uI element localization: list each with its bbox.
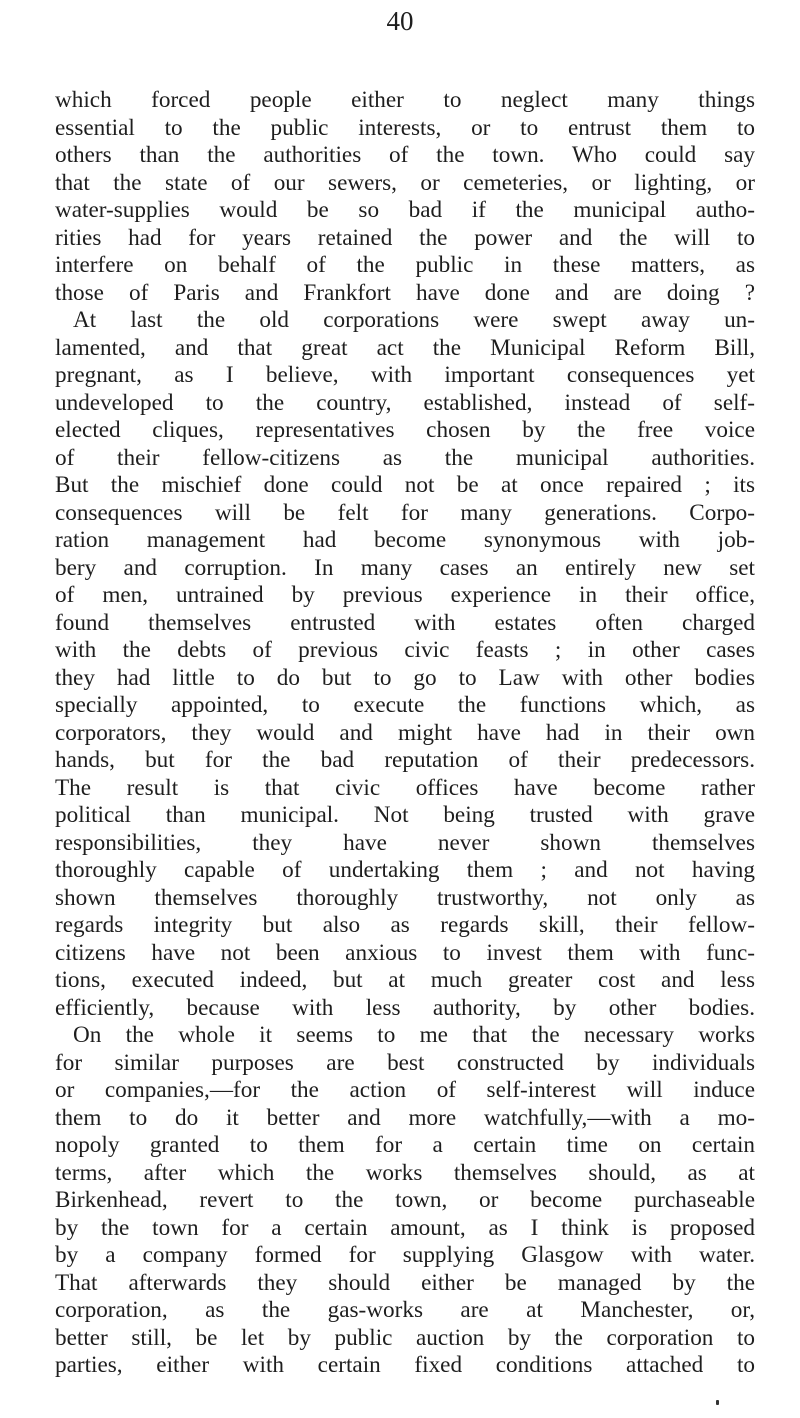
text-line: those of Paris and Frankfort have done and are doing ? [55,279,755,306]
text-line: nopoly granted to them for a certain time on certain [55,1132,755,1158]
text-line: which forced people either to neglect many things [55,87,755,113]
text-line: The result is that civic offices have become rather [55,774,755,801]
text-line: of their fellow-citizens as the municipal authorities. [55,444,755,471]
text-line: regards integrity but also as regards skill, their fellow- [55,912,755,938]
text-line: specially appointed, to execute the functions which, as [55,692,755,718]
text-line: That afterwards they should either be managed by the [55,1269,755,1296]
text-line: citizens have not been anxious to invest them with func- [55,939,755,966]
text-line: ration management had become synonymous with job- [55,527,755,553]
text-line: shown themselves thoroughly trustworthy, not only as [55,884,755,911]
text-line: corporation, as the gas-works are at Manchester, or, [55,1297,755,1323]
text-line: or companies,—for the action of self-interest will induce [55,1077,755,1103]
text-line: with the debts of previous civic feasts ; in other cases [55,637,755,663]
text-line: better still, be let by public auction by the corporation to [55,1324,755,1351]
text-line: lamented, and that great act the Municipal Reform Bill, [55,334,755,361]
body-text [55,87,755,1380]
text-line: interfere on behalf of the public in these matters, as [55,252,755,278]
text-line: hands, but for the bad reputation of their predecessors. [55,747,755,773]
text-line: others than the authorities of the town. Who could say [55,142,755,168]
text-line: terms, after which the works themselves should, as at [55,1159,755,1186]
text-line: parties, either with certain fixed conditions attached to [55,1352,755,1378]
text-line: by the town for a certain amount, as I think is proposed [55,1214,755,1241]
text-line: Birkenhead, revert to the town, or become purchaseable [55,1187,755,1213]
text-line: elected cliques, representatives chosen by the free voice [55,417,755,443]
text-line: political than municipal. Not being trusted with grave [55,802,755,828]
text-line: rities had for years retained the power and the will to [55,224,755,251]
text-line: that the state of our sewers, or cemeteries, or lighting, or [55,169,755,196]
text-line: they had little to do but to go to Law with other bodies [55,664,755,691]
text-line: thoroughly capable of undertaking them ; and not having [55,857,755,883]
text-line: water-supplies would be so bad if the municipal autho- [55,197,755,223]
text-line: At last the old corporations were swept away un- [73,307,755,333]
ink-speck [716,1400,719,1405]
text-line: of men, untrained by previous experience in their office, [55,582,755,608]
text-line: them to do it better and more watchfully,—with a mo- [55,1104,755,1131]
text-line: On the whole it seems to me that the necessary works [73,1022,755,1048]
text-line: tions, executed indeed, but at much greater cost and less [55,967,755,993]
text-line: corporators, they would and might have had in their own [55,719,755,746]
text-line: undeveloped to the country, established, instead of self- [55,389,755,416]
text-line: responsibilities, they have never shown themselves [55,829,755,856]
text-line: bery and corruption. In many cases an entirely new set [55,554,755,581]
text-line: efficiently, because with less authority, by other bodies. [55,994,755,1021]
text-line: But the mischief done could not be at once repaired ; its [55,472,755,498]
text-line: pregnant, as I believe, with important consequences yet [55,362,755,388]
text-line: essential to the public interests, or to entrust them to [55,114,755,141]
text-line: for similar purposes are best constructed by individuals [55,1049,755,1076]
text-line: found themselves entrusted with estates often charged [55,609,755,636]
text-line: consequences will be felt for many generations. Corpo- [55,499,755,526]
text-line: by a company formed for supplying Glasgow with water. [55,1242,755,1268]
page-number: 40 [386,6,414,36]
